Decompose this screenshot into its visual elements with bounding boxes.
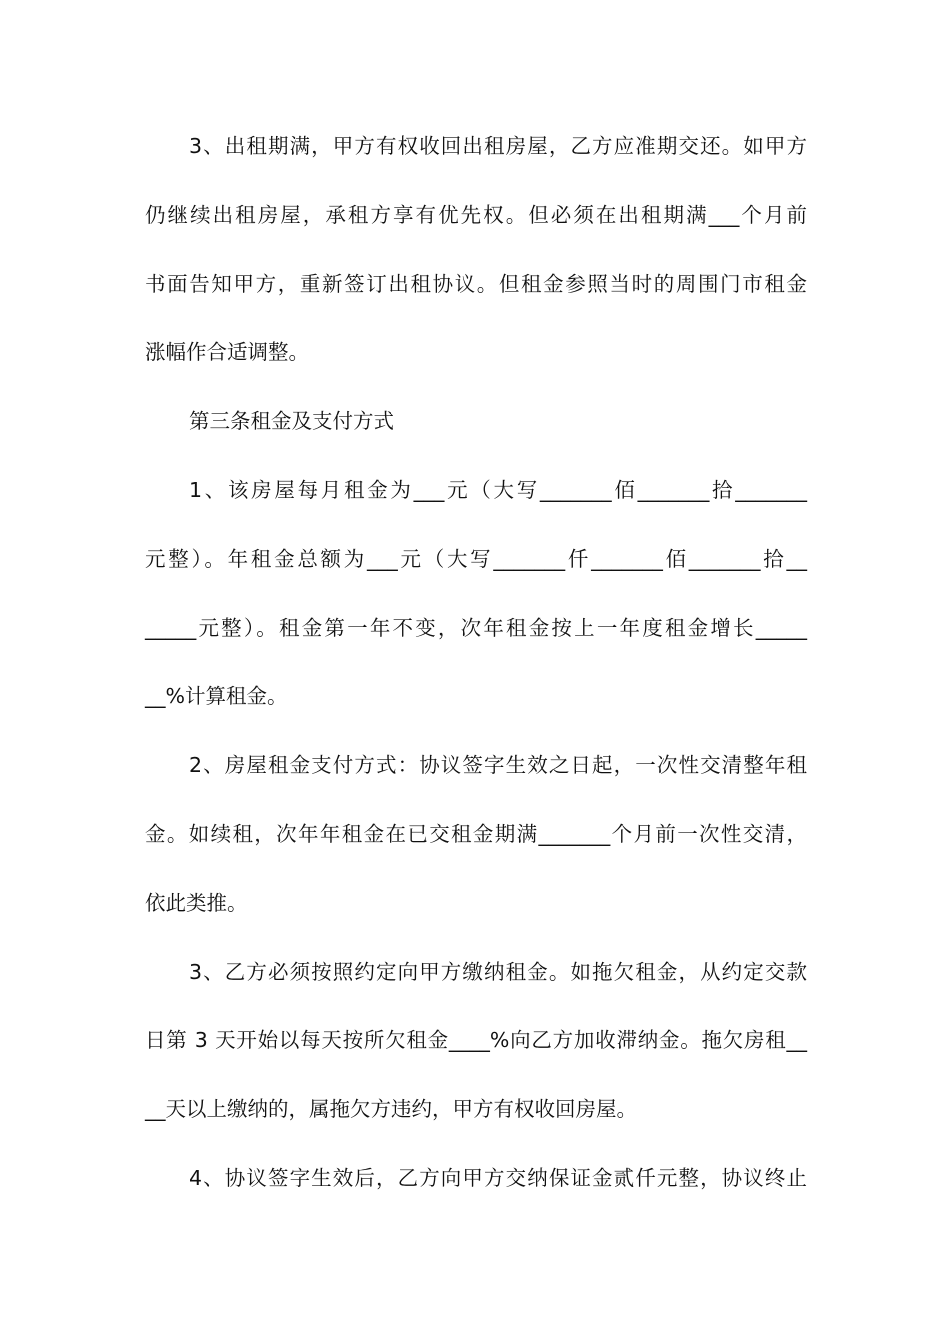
paragraph-line: 1、该房屋每月租金为___元（大写_______佰_______拾_______ — [189, 477, 807, 502]
section-heading: 第三条租金及支付方式 — [189, 409, 394, 434]
paragraph-line: 仍继续出租房屋，承租方享有优先权。但必须在出租期满___个月前 — [145, 202, 807, 227]
paragraph-line: 3、乙方必须按照约定向甲方缴纳租金。如拖欠租金，从约定交款 — [189, 959, 807, 984]
paragraph-line: 依此类推。 — [145, 890, 248, 915]
paragraph-line: 涨幅作合适调整。 — [145, 340, 309, 365]
paragraph-line: 2、房屋租金支付方式：协议签字生效之日起，一次性交清整年租 — [189, 753, 807, 778]
paragraph-line: 元整）。年租金总额为___元（大写_______仟_______佰_______拾__ — [145, 546, 807, 571]
paragraph-line: _____元整）。租金第一年不变，次年租金按上一年度租金增长_____ — [145, 615, 807, 640]
paragraph-line: __天以上缴纳的，属拖欠方违约，甲方有权收回房屋。 — [145, 1097, 637, 1122]
paragraph-line: 书面告知甲方，重新签订出租协议。但租金参照当时的周围门市租金 — [145, 271, 807, 296]
paragraph-line: 日第 3 天开始以每天按所欠租金____%向乙方加收滞纳金。拖欠房租__ — [145, 1028, 807, 1053]
paragraph-line: 3、出租期满，甲方有权收回出租房屋，乙方应准期交还。如甲方 — [189, 134, 807, 158]
document-body — [145, 112, 807, 1213]
paragraph-line: 金。如续租，次年年租金在已交租金期满_______个月前一次性交清， — [145, 821, 807, 846]
paragraph-line: 4、协议签字生效后，乙方向甲方交纳保证金贰仟元整，协议终止 — [189, 1165, 807, 1190]
paragraph-line: __%计算租金。 — [145, 684, 288, 709]
